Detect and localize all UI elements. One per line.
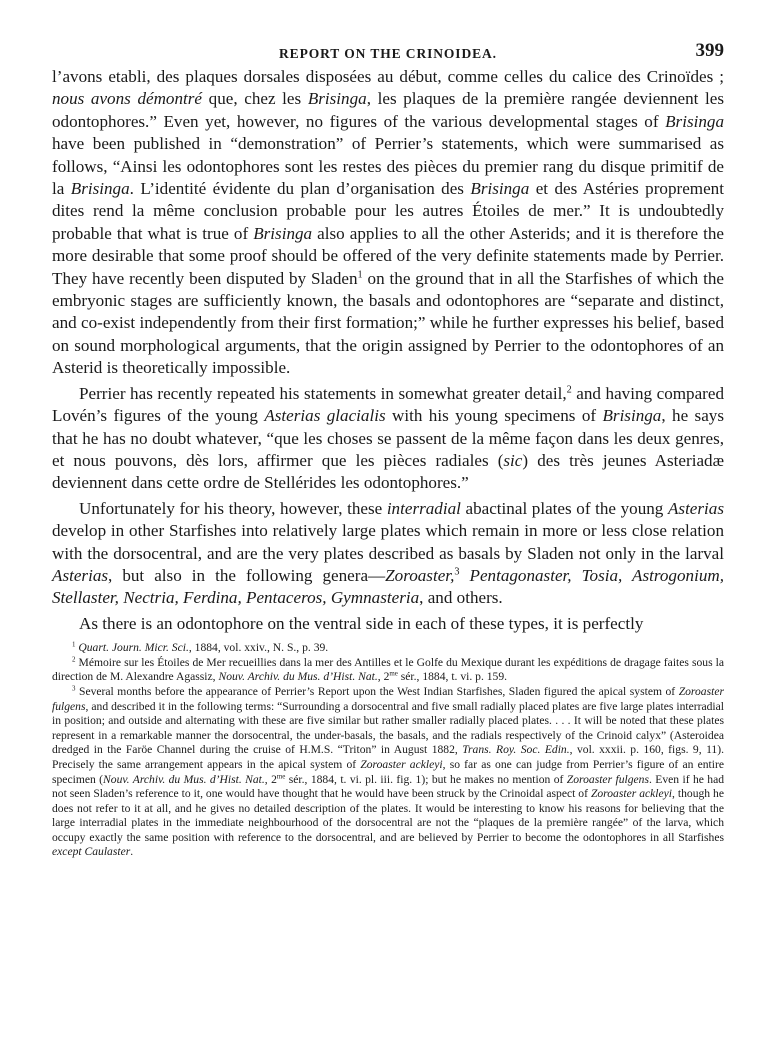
italic-text: Brisinga — [253, 223, 313, 243]
text-run: , 2 — [377, 670, 390, 684]
text-run: on the ground that in all the Starfishes of which the embryonic stages are sufficiently known, the basals and odontophores are “separate and distinct, and co-exist independently from their first formation;” while he further expresses his belief, based on sound morphological arguments, that the origin assigned by Perrier to the odontophores of an Asterid is theoretically impossible. — [52, 268, 724, 378]
text-run: and having compared Lovén’s figures of the young — [52, 383, 724, 426]
reference-mark: 3 — [72, 684, 76, 693]
reference-mark: me — [389, 670, 398, 679]
italic-text: Zoroaster fulgens — [52, 684, 724, 713]
text-run: sér., 1884, t. vi. p. 159. — [397, 670, 508, 684]
footnote-3 — [52, 685, 724, 860]
italic-text: Brisinga — [665, 111, 724, 131]
text-run: Mémoire sur les Étoiles de Mer recueillies dans la mer des Antilles et le Golfe du Mexique durant les expéditions de dragage faites sous la direction de M. Alexandre Agassiz, — [52, 655, 724, 684]
italic-text: Trans. Roy. Soc. Edin. — [462, 743, 570, 757]
text-run: Perrier has recently repeated his statements in somewhat greater detail, — [79, 383, 567, 403]
reference-mark: 1 — [72, 640, 76, 649]
text-run: l’avons etabli, des plaques dorsales disposées au début, comme celles du calice des Crinoïdes ; — [52, 67, 724, 86]
text-run: Several months before the appearance of Perrier’s Report upon the West Indian Starfishes, Sladen figured the apical system of — [75, 684, 679, 698]
reference-mark: me — [276, 772, 286, 781]
text-run: que, chez les — [202, 89, 308, 109]
text-run: abactinal plates of the young — [460, 498, 668, 518]
text-run: , but also in the following genera— — [108, 565, 386, 585]
running-title: REPORT ON THE CRINOIDEA. — [279, 46, 497, 61]
italic-text: Zoroaster ackleyi — [360, 757, 443, 771]
italic-text: sic — [503, 450, 523, 470]
text-run: have been published in “demonstration” of Perrier’s statements, which were summarised as follows, “Ainsi les odontophores sont les restes des pièces du premier rang du disque primitif de la — [52, 134, 724, 199]
italic-text: Zoroaster fulgens — [566, 772, 649, 786]
text-run: with his young specimens of — [385, 406, 603, 426]
reference-mark: 2 — [566, 384, 572, 396]
italic-text: Nouv. Archiv. du Mus. d’Hist. Nat. — [218, 670, 378, 684]
paragraph-2 — [52, 383, 724, 495]
text-run: , he says that he has no doubt whatever, “que les choses se passent de la même façon dans les deux genres, et nous pouvons, dès lors, affirmer que les pièces radiales ( — [52, 406, 724, 470]
text-run: Unfortunately for his theory, however, these — [79, 498, 387, 518]
italic-text: Brisinga — [307, 89, 367, 109]
footnote-1 — [52, 641, 724, 656]
text-run: . Even if he had not seen Sladen’s reference to it, one would have thought that he would have been struck by the Crinoidal aspect of — [52, 772, 725, 801]
text-run: . — [130, 845, 134, 859]
footnote-2 — [52, 656, 724, 685]
page — [52, 40, 724, 860]
italic-text: Asterias glacialis — [264, 406, 386, 426]
text-run: , 2 — [264, 772, 277, 786]
reference-mark: 1 — [357, 269, 363, 281]
italic-text: , — [450, 565, 455, 585]
page-number: 399 — [695, 40, 724, 61]
text-run: , and described it in the following terms: “Surrounding a dorsocentral and five small radially placed plates are five large plates interradial in position; and outside and alternating with these are five similar but rather smaller radially placed plates. . . . It will be noted that these plates represent in a remarkable manner the dorsocentral, the under-basals, the basals, and the radials respectively of the Crinoid calyx” (Asteroidea dredged in the Faröe Channel during the cruise of H.M.S. “Triton” in August 1882, — [52, 699, 724, 757]
text-run: develop in other Starfishes into relatively large plates which remain in more or less close relation with the dorsocentral, and are the very plates described as basals by Sladen not only in the larval — [52, 521, 724, 563]
text-run: , les plaques de la première rangée deviennent les odontophores.” Even yet, however, no figures of the various developmental stages of — [52, 89, 724, 131]
italic-text: except Caulaster — [52, 845, 131, 859]
text-run: As there is an odontophore on the ventral side in each of these types, it is perfectly — [79, 613, 644, 633]
italic-text: Pentagonaster, Tosia, Astrogonium, Stellaster, Nectria, Ferdina, Pentaceros, Gymnasteria — [52, 565, 724, 608]
text-run: , though he does not refer to it at all, and he gives no detailed description of the plates. It would be interesting to know his reasons for believing that the large interradial plates in the immediate neighbourhood of the dorsocentral are not the “plaques de la première rangée” of the larva, which occupy exactly the same position with reference to the dorsocentral, and are believed by Perrier to become the odontophores in all Starfishes — [52, 787, 724, 844]
italic-text: Nouv. Archiv. du Mus. d’Hist. Nat. — [103, 772, 265, 786]
paragraph-3 — [52, 498, 724, 610]
text-run: , and others. — [419, 588, 503, 608]
paragraph-4 — [52, 613, 724, 635]
text-run: et des Astéries proprement dites rend la même conclusion probable pour les autres Étoiles de mer.” It is undoubtedly probable that what is true of — [52, 179, 724, 243]
italic-text: Brisinga — [470, 179, 530, 199]
page-header — [52, 40, 724, 66]
italic-text: Zoroaster ackleyi — [590, 787, 673, 801]
reference-mark: 2 — [72, 655, 76, 664]
text-run: sér., 1884, t. vi. pl. iii. fig. 1); but he makes no mention of — [285, 772, 567, 786]
text-run — [459, 566, 469, 585]
text-run: also applies to all the other Asterids; and it is therefore the more desirable that some proof should be offered of the very definite statements made by Perrier. They have recently been disputed by Sladen — [52, 223, 724, 288]
text-run: , so far as one can judge from Perrier’s figure of an entire specimen ( — [52, 757, 724, 786]
italic-text: Brisinga — [70, 179, 130, 199]
paragraph-1 — [52, 66, 724, 380]
text-run: . L’identité évidente du plan d’organisation des — [129, 179, 471, 199]
text-run: ) des très jeunes Asteriadæ deviennent dans cette ordre de Stellérides les odontophores.” — [52, 450, 724, 493]
italic-text: Brisinga — [602, 406, 662, 426]
italic-text: Asterias — [52, 565, 109, 585]
italic-text: interradial — [386, 498, 461, 518]
italic-text: Zoroaster — [385, 565, 451, 585]
body-text — [52, 66, 724, 635]
text-run: , vol. xxxii. p. 160, figs. 9, 11). Precisely the same arrangement appears in the apical system of — [52, 743, 724, 771]
text-run: , 1884, vol. xxiv., N. S., p. 39. — [188, 641, 329, 655]
footnotes — [52, 641, 724, 860]
italic-text: nous avons démontré — [52, 89, 203, 109]
italic-text: Asterias — [667, 498, 724, 518]
italic-text: Quart. Journ. Micr. Sci. — [78, 641, 189, 655]
reference-mark: 3 — [454, 566, 460, 578]
